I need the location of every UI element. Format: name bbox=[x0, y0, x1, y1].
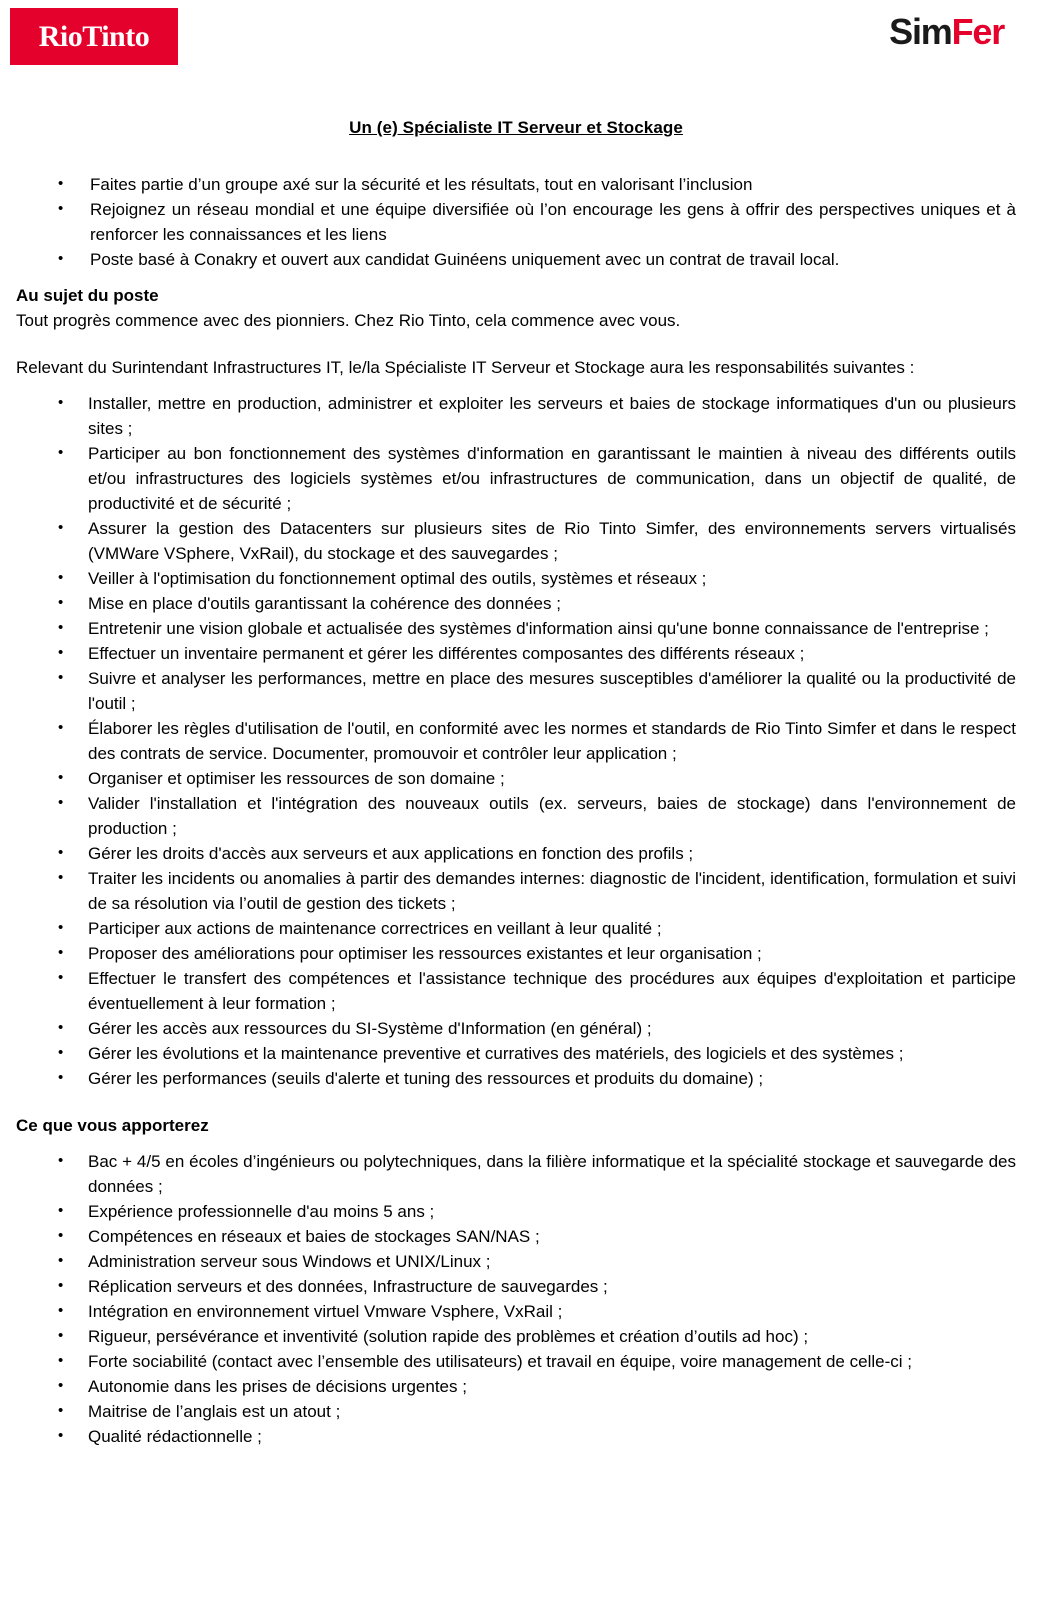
reporting-paragraph: Relevant du Surintendant Infrastructures IT, le/la Spécialiste IT Serveur et Stockage aura les responsabilités suivantes : bbox=[16, 358, 915, 377]
intro-bullet-list bbox=[16, 172, 1016, 272]
list-item: • Veiller à l'optimisation du fonctionnement optimal des outils, systèmes et réseaux ; bbox=[16, 566, 1016, 591]
list-item: • Administration serveur sous Windows et UNIX/Linux ; bbox=[16, 1249, 1016, 1274]
list-item: • Gérer les évolutions et la maintenance preventive et curratives des matériels, des logiciels et des systèmes ; bbox=[16, 1041, 1016, 1066]
simfer-logo-fer: Fer bbox=[951, 11, 1004, 52]
list-item: • Forte sociabilité (contact avec l’ensemble des utilisateurs) et travail en équipe, voire management de celle-ci ; bbox=[16, 1349, 1016, 1374]
spacer bbox=[16, 272, 1016, 283]
spacer bbox=[16, 333, 1016, 355]
spacer bbox=[16, 1091, 1016, 1113]
list-item: • Installer, mettre en production, administrer et exploiter les serveurs et baies de stockage informatiques d'un ou plusieurs sites ; bbox=[16, 391, 1016, 441]
riotinto-logo bbox=[10, 8, 178, 65]
list-item: • Gérer les performances (seuils d'alerte et tuning des ressources et produits du domaine) ; bbox=[16, 1066, 1016, 1091]
spacer bbox=[16, 380, 1016, 391]
list-item: • Gérer les accès aux ressources du SI-Système d'Information (en général) ; bbox=[16, 1016, 1016, 1041]
document-body bbox=[0, 118, 1052, 1449]
list-item: • Poste basé à Conakry et ouvert aux candidat Guinéens uniquement avec un contrat de travail local. bbox=[16, 247, 1016, 272]
simfer-logo bbox=[889, 11, 1004, 52]
list-item: • Valider l'installation et l'intégration des nouveaux outils (ex. serveurs, baies de stockage) dans l'environnement de production ; bbox=[16, 791, 1016, 841]
about-paragraph: Tout progrès commence avec des pionniers. Chez Rio Tinto, cela commence avec vous. bbox=[16, 311, 681, 330]
list-item: • Élaborer les règles d'utilisation de l'outil, en conformité avec les normes et standards de Rio Tinto Simfer et dans le respect des contrats de service. Documenter, promouvoir et contrôler leur application ; bbox=[16, 716, 1016, 766]
list-item: • Compétences en réseaux et baies de stockages SAN/NAS ; bbox=[16, 1224, 1016, 1249]
page-header bbox=[0, 0, 1052, 78]
list-item: • Maitrise de l’anglais est un atout ; bbox=[16, 1399, 1016, 1424]
list-item: • Assurer la gestion des Datacenters sur plusieurs sites de Rio Tinto Simfer, des environnements servers virtualisés (VMWare VSphere, VxRail), du stockage et des sauvegardes ; bbox=[16, 516, 1016, 566]
spacer bbox=[16, 1138, 1016, 1149]
responsibilities-list bbox=[16, 391, 1016, 1091]
list-item: • Bac + 4/5 en écoles d’ingénieurs ou polytechniques, dans la filière informatique et la spécialité stockage et sauvegarde des données ; bbox=[16, 1149, 1016, 1199]
list-item: • Organiser et optimiser les ressources de son domaine ; bbox=[16, 766, 1016, 791]
list-item: • Participer au bon fonctionnement des systèmes d'information en garantissant le maintien à niveau des différents outils et/ou infrastructures des logiciels systèmes et/ou infrastructures de communication, dans un objectif de qualité, de productivité et de sécurité ; bbox=[16, 441, 1016, 516]
list-item: • Traiter les incidents ou anomalies à partir des demandes internes: diagnostic de l'incident, identification, formulation et suivi de sa résolution via l’outil de gestion des tickets ; bbox=[16, 866, 1016, 916]
list-item: • Gérer les droits d'accès aux serveurs et aux applications en fonction des profils ; bbox=[16, 841, 1016, 866]
spacer bbox=[16, 138, 1016, 172]
list-item: • Participer aux actions de maintenance correctrices en veillant à leur qualité ; bbox=[16, 916, 1016, 941]
list-item: • Qualité rédactionnelle ; bbox=[16, 1424, 1016, 1449]
skills-list bbox=[16, 1149, 1016, 1449]
list-item: • Rigueur, persévérance et inventivité (solution rapide des problèmes et création d’outils ad hoc) ; bbox=[16, 1324, 1016, 1349]
about-heading: Au sujet du poste bbox=[16, 286, 159, 305]
simfer-logo-sim: Sim bbox=[889, 11, 952, 52]
riotinto-logo-text: RioTinto bbox=[38, 19, 150, 53]
list-item: • Autonomie dans les prises de décisions urgentes ; bbox=[16, 1374, 1016, 1399]
list-item: • Expérience professionnelle d'au moins 5 ans ; bbox=[16, 1199, 1016, 1224]
list-item: • Suivre et analyser les performances, mettre en place des mesures susceptibles d'améliorer la qualité ou la productivité de l'outil ; bbox=[16, 666, 1016, 716]
skills-heading: Ce que vous apporterez bbox=[16, 1116, 209, 1135]
list-item: • Rejoignez un réseau mondial et une équipe diversifiée où l’on encourage les gens à offrir des perspectives uniques et à renforcer les connaissances et les liens bbox=[16, 197, 1016, 247]
list-item: • Mise en place d'outils garantissant la cohérence des données ; bbox=[16, 591, 1016, 616]
list-item: • Effectuer un inventaire permanent et gérer les différentes composantes des différents réseaux ; bbox=[16, 641, 1016, 666]
list-item: • Proposer des améliorations pour optimiser les ressources existantes et leur organisation ; bbox=[16, 941, 1016, 966]
list-item: • Intégration en environnement virtuel Vmware Vsphere, VxRail ; bbox=[16, 1299, 1016, 1324]
list-item: • Effectuer le transfert des compétences et l'assistance technique des procédures aux équipes d'exploitation et participe éventuellement à leur formation ; bbox=[16, 966, 1016, 1016]
list-item: • Réplication serveurs et des données, Infrastructure de sauvegardes ; bbox=[16, 1274, 1016, 1299]
list-item: • Faites partie d’un groupe axé sur la sécurité et les résultats, tout en valorisant l’inclusion bbox=[16, 172, 1016, 197]
list-item: • Entretenir une vision globale et actualisée des systèmes d'information ainsi qu'une bonne connaissance de l'entreprise ; bbox=[16, 616, 1016, 641]
page-title: Un (e) Spécialiste IT Serveur et Stockage bbox=[349, 118, 683, 137]
